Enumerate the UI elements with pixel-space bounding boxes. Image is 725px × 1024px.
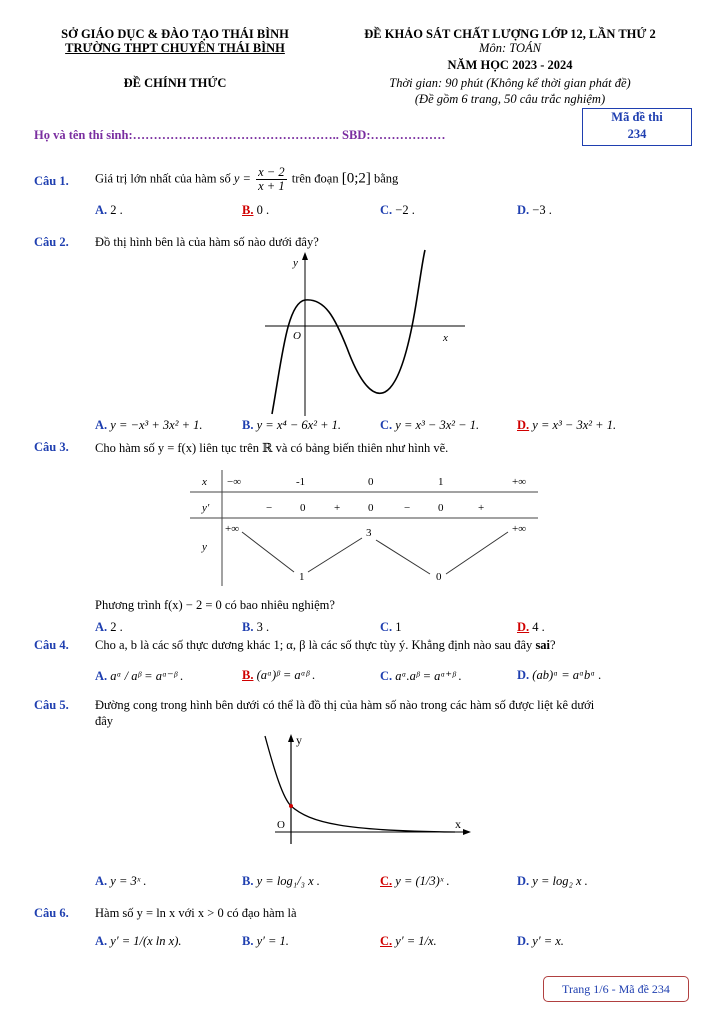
q5-option-b[interactable]: B. y = log₁/₃ x . <box>242 874 320 888</box>
subject: Môn: TOÁN <box>479 41 541 55</box>
q6-label: Câu 6. <box>34 906 69 920</box>
q3-x-val-1: -1 <box>296 476 306 488</box>
pages-note: (Đề gồm 6 trang, 50 câu trắc nghiệm) <box>414 92 606 106</box>
school-year: NĂM HỌC 2023 - 2024 <box>447 58 573 72</box>
q4-label: Câu 4. <box>34 638 69 652</box>
q4-option-d[interactable]: D. (ab)ᵅ = aᵅbᵅ . <box>517 668 602 682</box>
q3-yp-3: 0 <box>368 502 374 514</box>
q5-curve <box>265 736 455 832</box>
q5-intercept-point <box>289 804 293 808</box>
q5-origin-label: O <box>277 819 285 831</box>
q3-y-val-1: 1 <box>299 571 305 583</box>
q5-text-line1: Đường cong trong hình bên dưới có thể là đồ thị của hàm số nào trong các hàm số được liệt kê dưới <box>95 698 595 712</box>
q2-option-b[interactable]: B. y = x⁴ − 6x² + 1. <box>242 418 342 432</box>
q6-option-d[interactable]: D. y′ = x. <box>517 934 564 948</box>
q2-y-label: y <box>293 257 298 269</box>
q6-option-c[interactable]: C. y′ = 1/x. <box>380 934 437 948</box>
q3-yp-1: 0 <box>300 502 306 514</box>
q3-yp-5: 0 <box>438 502 444 514</box>
q3-yp-0: − <box>266 502 273 514</box>
q1-text <box>95 166 398 193</box>
q1-option-b[interactable]: B. 0 . <box>242 203 270 217</box>
q3-x-val-4: +∞ <box>512 476 527 488</box>
q3-x-val-2: 0 <box>368 476 374 488</box>
q3-option-d[interactable]: D. 4 . <box>517 620 545 634</box>
q2-option-c[interactable]: C. y = x³ − 3x² − 1. <box>380 418 480 432</box>
q3-arrow-2 <box>308 538 362 572</box>
q3-x-label: x <box>202 476 207 488</box>
q1-fraction <box>256 166 286 193</box>
q3-yp-4: − <box>404 502 411 514</box>
student-info-line: Họ và tên thí sinh:………………………………………….. SBD:……………… <box>34 128 446 142</box>
q2-y-arrow <box>302 252 308 260</box>
q5-option-c[interactable]: C. y = (1/3)ˣ . <box>380 874 450 888</box>
q3-y-val-3: 0 <box>436 571 442 583</box>
q3-y-val-4: +∞ <box>512 523 527 535</box>
q5-option-d[interactable]: D. y = log₂ x . <box>517 874 588 888</box>
q4-text: Cho a, b là các số thực dương khác 1; α, β là các số thực tùy ý. Khẳng định nào sau đây sai? <box>95 638 556 652</box>
q3-option-b[interactable]: B. 3 . <box>242 620 270 634</box>
q3-arrow-1 <box>242 532 294 572</box>
exam-code-label: Mã đề thi <box>611 110 663 124</box>
q2-option-d[interactable]: D. y = x³ − 3x² + 1. <box>517 418 617 432</box>
q3-yp-2: + <box>334 502 341 514</box>
q3-x-val-3: 1 <box>438 476 444 488</box>
q4-option-b[interactable]: B. (aᵅ)ᵝ = aᵅᵝ . <box>242 668 316 682</box>
q1-option-d[interactable]: D. −3 . <box>517 203 552 217</box>
exam-code-value: 234 <box>627 127 647 141</box>
q1-lhs: y = <box>233 171 251 186</box>
q3-y-val-0: +∞ <box>225 523 240 535</box>
q1-interval: [0;2] <box>341 170 371 187</box>
q5-y-label: y <box>296 733 302 747</box>
q2-label: Câu 2. <box>34 235 69 249</box>
q2-origin-label: O <box>293 330 301 342</box>
q1-text-b: trên đoạn <box>291 171 339 186</box>
q3-question: Phương trình f(x) − 2 = 0 có bao nhiêu nghiệm? <box>95 598 335 612</box>
dept-name: SỞ GIÁO DỤC & ĐÀO TẠO THÁI BÌNH <box>61 27 289 41</box>
q6-option-a[interactable]: A. y′ = 1/(x ln x). <box>95 934 182 948</box>
q2-cubic-graph <box>255 248 470 418</box>
q1-den: x + 1 <box>258 179 285 193</box>
q2-text: Đồ thị hình bên là của hàm số nào dưới đây? <box>95 235 319 249</box>
q4-option-a[interactable]: A. aᵅ / aᵝ = aᵅ⁻ᵝ . <box>95 669 184 683</box>
page-footer: Trang 1/6 - Mã đề 234 <box>543 976 689 1002</box>
exam-code-box <box>582 108 692 146</box>
q3-label: Câu 3. <box>34 440 69 454</box>
q3-arrow-4 <box>446 532 508 574</box>
q4-text-a: Cho a, b là các số thực dương khác 1; α, β là các số thực tùy ý. Khẳng định nào sau đây <box>95 638 533 652</box>
q3-y-label: y <box>202 541 207 553</box>
q3-text: Cho hàm số y = f(x) liên tục trên ℝ và có bảng biến thiên như hình vẽ. <box>95 441 449 455</box>
q6-text: Hàm số y = ln x với x > 0 có đạo hàm là <box>95 906 297 920</box>
q4-option-c[interactable]: C. aᵅ.aᵝ = aᵅ⁺ᵝ . <box>380 669 462 683</box>
q1-label: Câu 1. <box>34 174 69 188</box>
q3-y-val-2: 3 <box>366 527 372 539</box>
q5-x-label: x <box>455 817 461 831</box>
q1-num: x − 2 <box>258 165 285 179</box>
exam-title: ĐỀ KHẢO SÁT CHẤT LƯỢNG LỚP 12, LẦN THỨ 2 <box>364 27 656 41</box>
school-name: TRƯỜNG THPT CHUYÊN THÁI BÌNH <box>65 41 285 55</box>
q3-yp-6: + <box>478 502 485 514</box>
q2-option-a[interactable]: A. y = −x³ + 3x² + 1. <box>95 418 203 432</box>
q3-yp-label: y′ <box>202 502 210 514</box>
official-label: ĐỀ CHÍNH THỨC <box>123 76 227 90</box>
q3-option-a[interactable]: A. 2 . <box>95 620 123 634</box>
q3-option-c[interactable]: C. 1 <box>380 620 402 634</box>
q3-arrow-3 <box>376 540 430 574</box>
q3-x-val-0: −∞ <box>227 476 242 488</box>
q1-option-a[interactable]: A. 2 . <box>95 203 123 217</box>
q5-exp-graph <box>255 728 475 846</box>
q5-text-line2: đây <box>95 714 114 728</box>
q1-text-c: bằng <box>374 171 399 186</box>
q2-x-label: x <box>443 332 448 344</box>
q5-label: Câu 5. <box>34 698 69 712</box>
q6-option-b[interactable]: B. y′ = 1. <box>242 934 289 948</box>
q4-text-b: sai <box>535 638 551 652</box>
q3-variation-table <box>190 470 540 588</box>
q5-option-a[interactable]: A. y = 3ˣ . <box>95 874 147 888</box>
q1-option-c[interactable]: C. −2 . <box>380 203 415 217</box>
q1-text-a: Giá trị lớn nhất của hàm số <box>95 171 231 186</box>
time-note: Thời gian: 90 phút (Không kể thời gian phát đề) <box>389 76 631 90</box>
